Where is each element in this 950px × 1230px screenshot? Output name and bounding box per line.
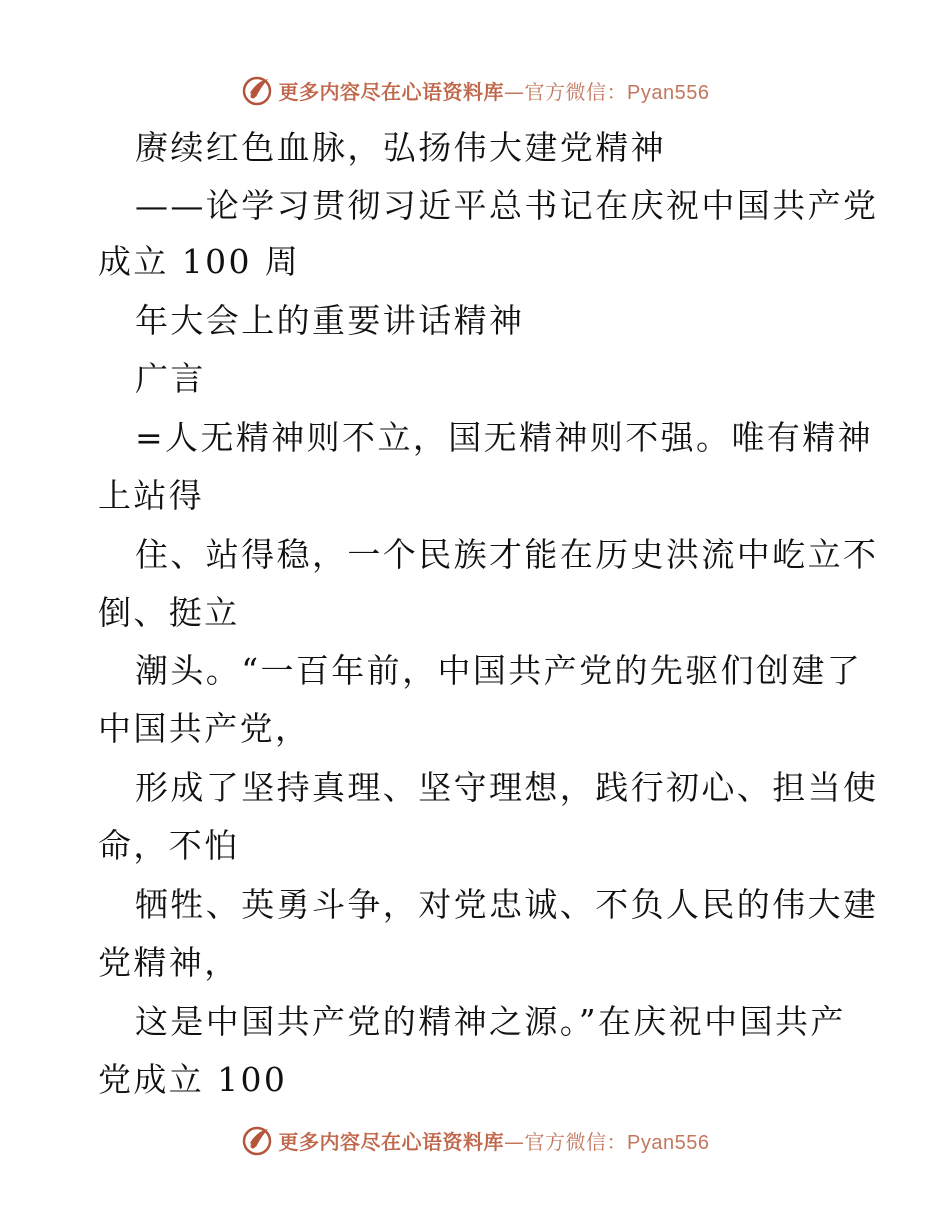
paragraph-line: 倒、挺立 (98, 593, 240, 632)
watermark-text: 更多内容尽在心语资料库—官方微信：Pyan556 (278, 79, 710, 104)
brush-seal-icon (241, 73, 275, 107)
paragraph-line: 形成了坚持真理、坚守理想，践行初心、担当使 (135, 768, 879, 807)
paragraph-line: 命，不怕 (98, 826, 240, 865)
doc-subtitle-line: 成立 100 周 (98, 242, 301, 281)
paragraph-line: 这是中国共产党的精神之源。”在庆祝中国共产 (135, 1002, 846, 1041)
paragraph-line: 党成立 100 (98, 1060, 288, 1099)
paragraph-line: 中国共产党， (98, 709, 311, 748)
paragraph-line: 住、站得稳，一个民族才能在历史洪流中屹立不 (135, 535, 879, 574)
paragraph-line: 牺牲、英勇斗争，对党忠诚、不负人民的伟大建 (135, 885, 879, 924)
paragraph-line: 潮头。“一百年前，中国共产党的先驱们创建了 (135, 651, 863, 690)
footer-watermark (0, 1120, 950, 1160)
doc-subtitle-line: ——论学习贯彻习近平总书记在庆祝中国共产党 (135, 186, 879, 225)
paragraph-line: 上站得 (98, 476, 205, 515)
doc-title: 赓续红色血脉，弘扬伟大建党精神 (135, 128, 666, 167)
doc-subtitle-line: 年大会上的重要讲话精神 (135, 301, 525, 340)
watermark-text: 更多内容尽在心语资料库—官方微信：Pyan556 (278, 1129, 710, 1154)
doc-section-heading: 广言 (135, 359, 206, 398)
paragraph-line: 党精神， (98, 943, 240, 982)
brush-seal-icon (241, 1123, 275, 1157)
header-watermark (0, 70, 950, 110)
paragraph-line: =人无精神则不立，国无精神则不强。唯有精神 (135, 418, 874, 457)
